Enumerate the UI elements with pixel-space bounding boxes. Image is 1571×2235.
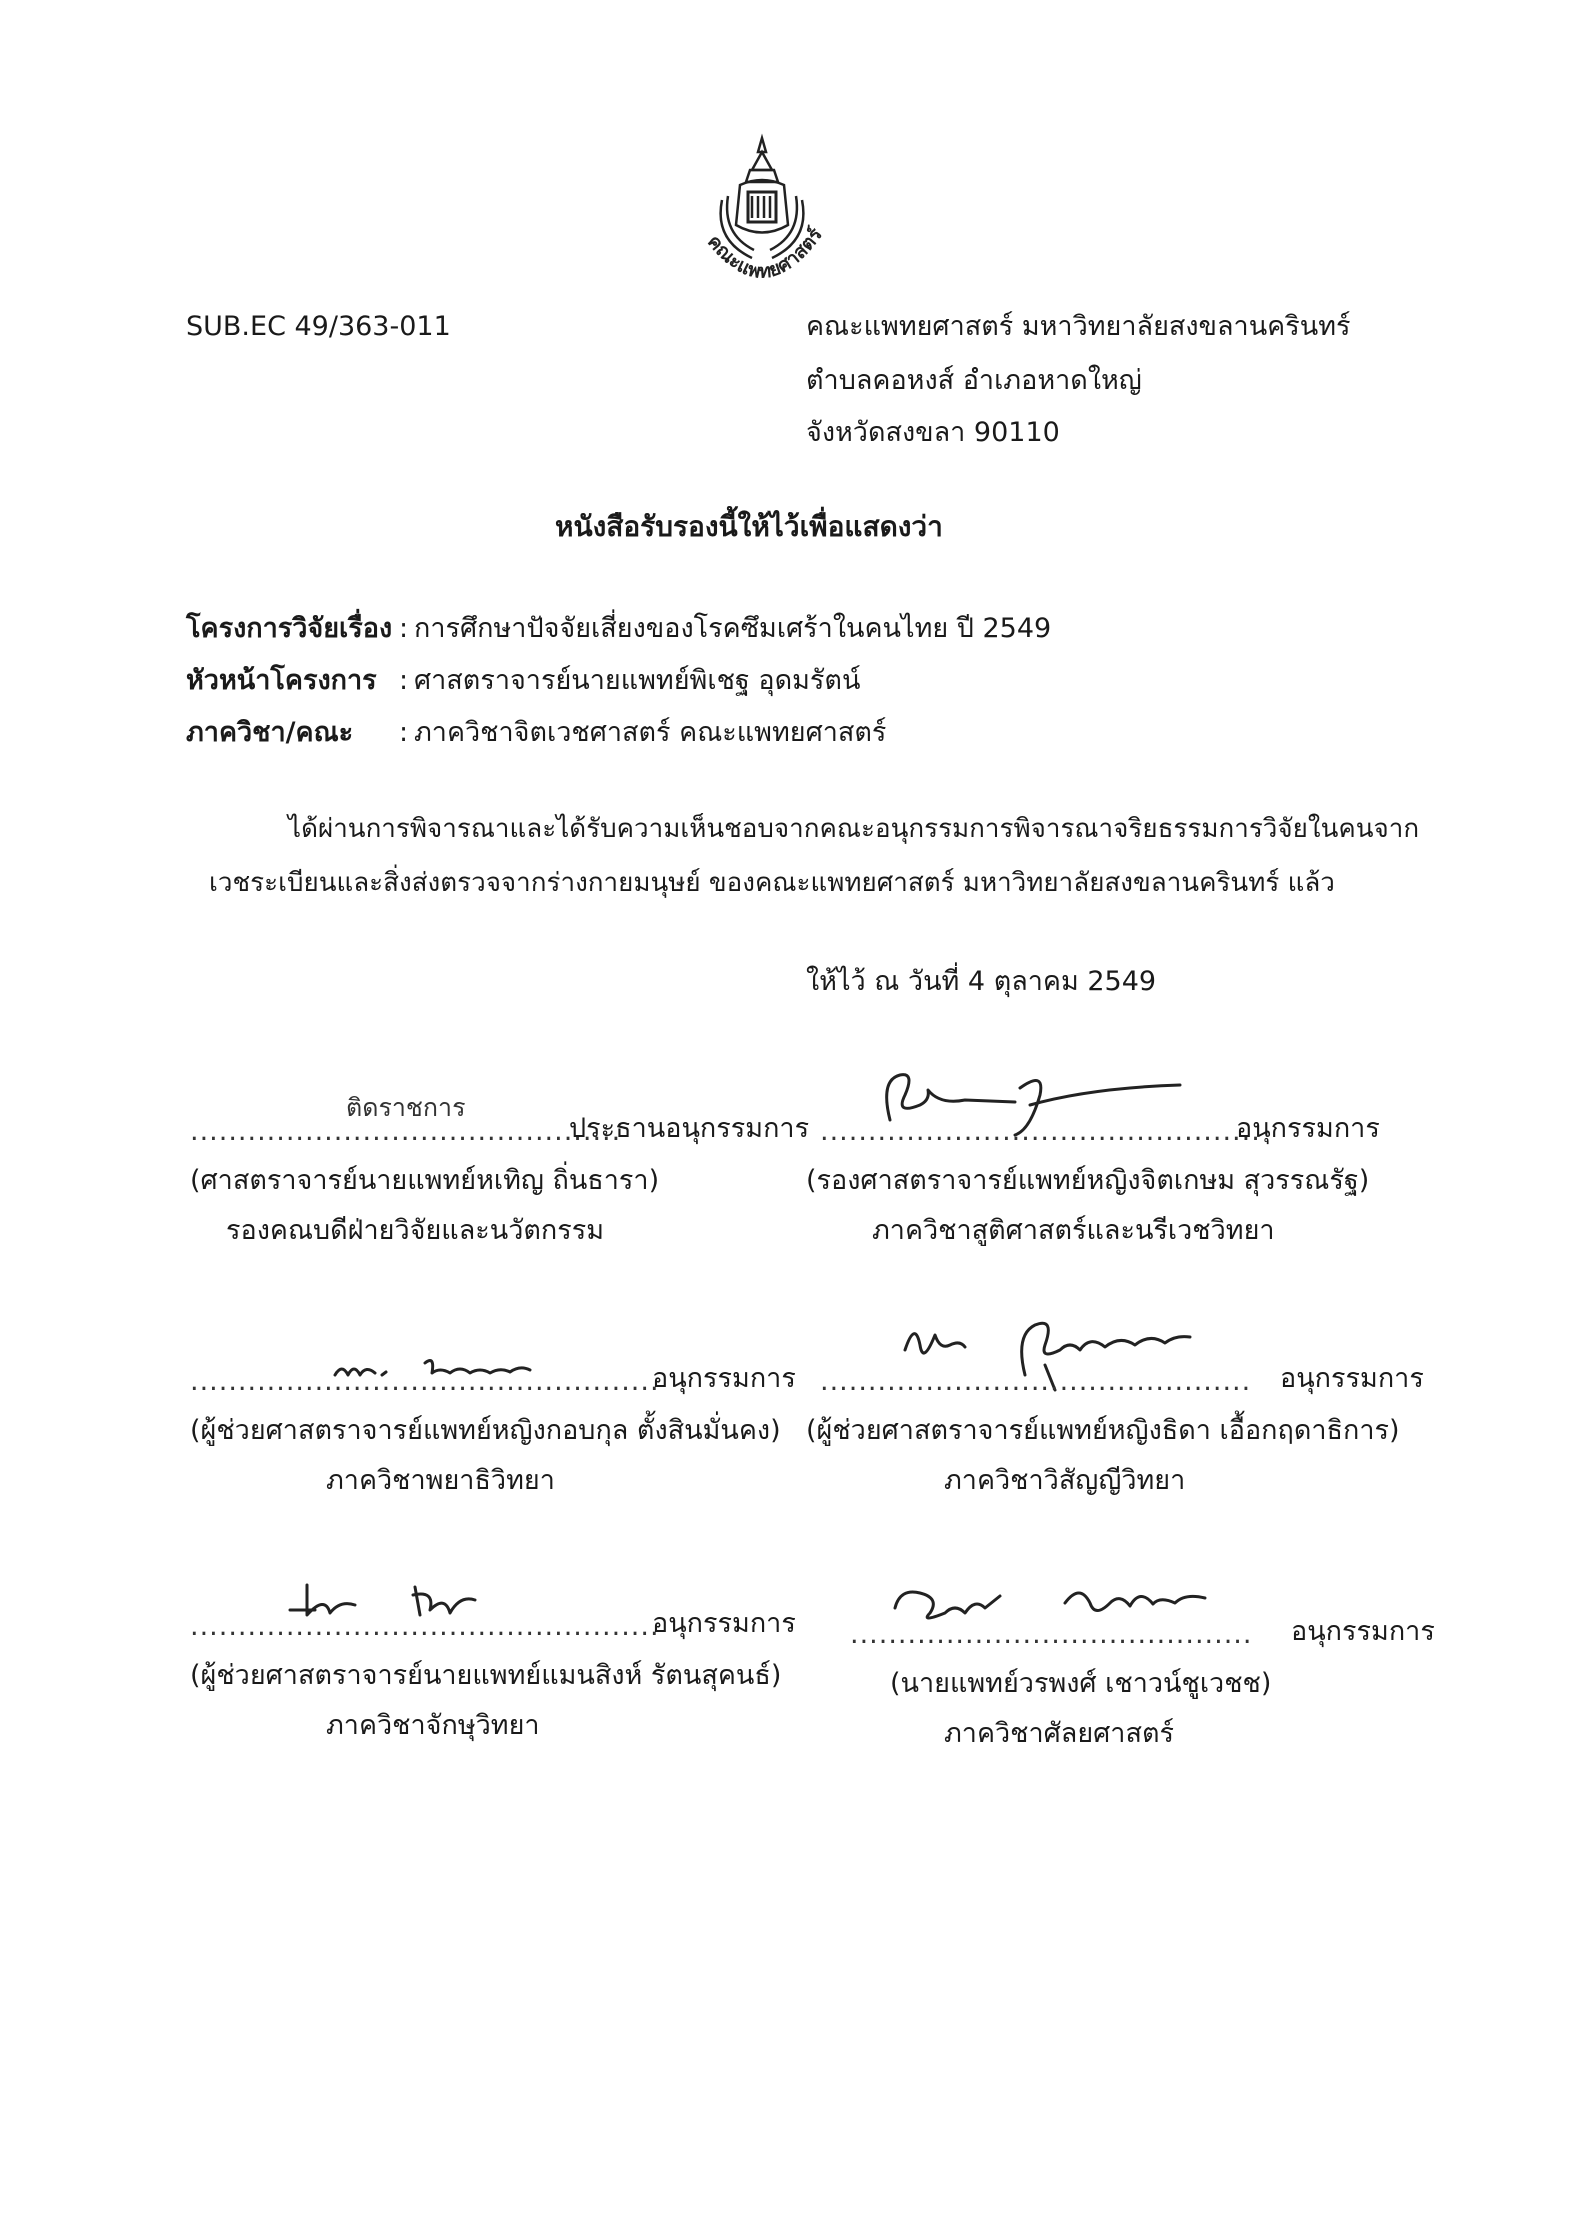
detail-label-department: ภาควิชา/คณะ: [186, 717, 354, 748]
signatory-name: (นายแพทย์วรพงศ์ เชาวน์ชูเวชช): [890, 1668, 1272, 1699]
reference-number: SUB.EC 49/363-011: [186, 311, 451, 342]
address-line-2: ตำบลคอหงส์ อำเภอหาดใหญ่: [806, 365, 1142, 396]
detail-label-head: หัวหน้าโครงการ: [186, 665, 377, 696]
address-line-1: คณะแพทยศาสตร์ มหาวิทยาลัยสงขลานครินทร์: [806, 311, 1351, 342]
signature-line: ..........................................: [850, 1619, 1253, 1650]
signatory-role: ประธานอนุกรรมการ: [569, 1113, 810, 1144]
issue-date: ให้ไว้ ณ วันที่ 4 ตุลาคม 2549: [806, 966, 1157, 997]
signatory-position: ภาควิชาพยาธิวิทยา: [326, 1465, 555, 1496]
signatory-name: (ผู้ช่วยศาสตราจารย์แพทย์หญิงธิดา เอื้อกฤดาธิการ): [806, 1415, 1400, 1446]
body-line-1: ได้ผ่านการพิจารณาและได้รับความเห็นชอบจากคณะอนุกรรมการพิจารณาจริยธรรมการวิจัยในคนจาก: [288, 814, 1420, 844]
signature-line: .............................................: [820, 1366, 1252, 1397]
signatory-position: รองคณบดีฝ่ายวิจัยและนวัตกรรม: [226, 1215, 605, 1246]
body-line-2: เวชระเบียนและสิ่งส่งตรวจจากร่างกายมนุษย์ ของคณะแพทยศาสตร์ มหาวิทยาลัยสงขลานครินทร์ แล้ว: [209, 868, 1335, 898]
signatory-position: ภาควิชาศัลยศาสตร์: [944, 1718, 1174, 1749]
signatory-name: (ผู้ช่วยศาสตราจารย์นายแพทย์แมนสิงห์ รัตนสุคนธ์): [190, 1660, 782, 1691]
detail-sep: :: [399, 717, 409, 748]
signature-line: .............................................: [190, 1116, 622, 1147]
signature-line: .................................................: [190, 1611, 660, 1642]
detail-value-project: การศึกษาปัจจัยเสี่ยงของโรคซึมเศร้าในคนไทย ปี 2549: [414, 613, 1052, 644]
signatory-role: อนุกรรมการ: [652, 1608, 796, 1639]
faculty-seal-logo: [692, 130, 832, 305]
signatory-role: อนุกรรมการ: [652, 1363, 796, 1394]
document-title: หนังสือรับรองนี้ให้ไว้เพื่อแสดงว่า: [555, 510, 943, 543]
signatory-position: ภาควิชาวิสัญญีวิทยา: [944, 1465, 1186, 1496]
signatory-role: อนุกรรมการ: [1291, 1616, 1435, 1647]
signatory-position: ภาควิชาจักษุวิทยา: [326, 1710, 540, 1741]
address-line-3: จังหวัดสงขลา 90110: [806, 417, 1060, 448]
signatory-role: อนุกรรมการ: [1280, 1363, 1424, 1394]
signatory-name: (ผู้ช่วยศาสตราจารย์แพทย์หญิงกอบกุล ตั้งสินมั่นคง): [190, 1415, 781, 1446]
detail-value-head: ศาสตราจารย์นายแพทย์พิเชฐ อุดมรัตน์: [414, 665, 861, 696]
signatory-name: (รองศาสตราจารย์แพทย์หญิงจิตเกษม สุวรรณรัฐ): [806, 1165, 1370, 1196]
signature-line: ..............................................: [820, 1116, 1261, 1147]
detail-sep: :: [399, 665, 409, 696]
seal-caption: คณะแพทยศาสตร์: [702, 223, 827, 283]
signatory-position: ภาควิชาสูติศาสตร์และนรีเวชวิทยา: [872, 1215, 1275, 1246]
detail-sep: :: [399, 613, 409, 644]
handwritten-note-on-leave: ติดราชการ: [346, 1093, 466, 1122]
signature-line: .................................................: [190, 1366, 660, 1397]
detail-value-department: ภาควิชาจิตเวชศาสตร์ คณะแพทยศาสตร์: [414, 717, 887, 748]
signatory-role: อนุกรรมการ: [1236, 1113, 1380, 1144]
signatory-name: (ศาสตราจารย์นายแพทย์หเทิญ ถิ่นธารา): [190, 1165, 660, 1196]
detail-label-project: โครงการวิจัยเรื่อง: [186, 613, 393, 644]
